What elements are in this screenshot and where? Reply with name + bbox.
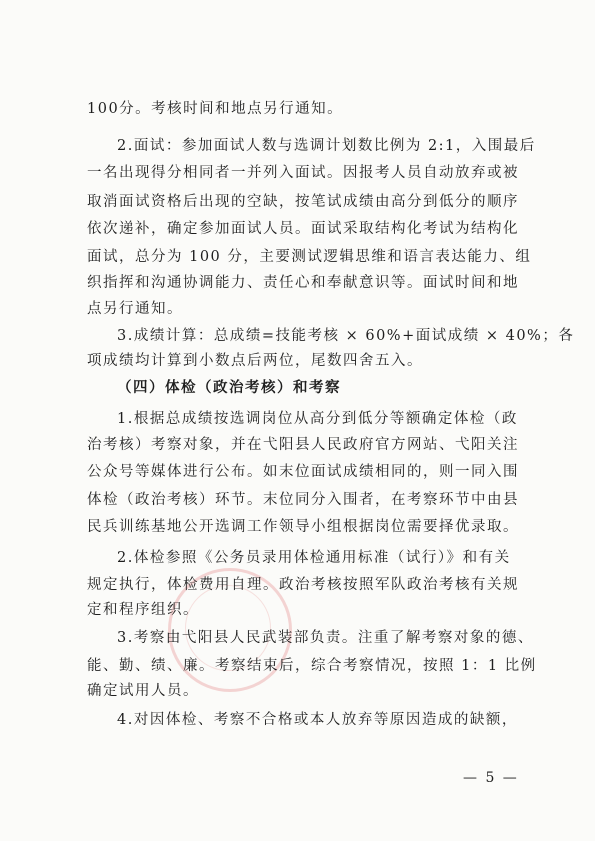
text-line: 1.根据总成绩按选调岗位从高分到低分等额确定体检（政 [117, 411, 518, 427]
text-line: 织指挥和沟通协调能力、责任心和奉献意识等。面试时间和地 [87, 275, 519, 291]
text-line: 100分。考核时间和地点另行通知。 [87, 101, 344, 117]
text-line: 定和程序组织。 [87, 602, 199, 618]
text-line: 2.面试：参加面试人数与选调计划数比例为 2:1，入围最后 [117, 138, 536, 154]
text-line: 点另行通知。 [87, 301, 183, 317]
text-line: 民兵训练基地公开选调工作领导小组根据岗位需要择优录取。 [87, 519, 519, 535]
text-line: 2.体检参照《公务员录用体检通用标准（试行）》和有关 [117, 550, 511, 566]
text-line: 确定试用人员。 [87, 683, 199, 699]
text-line: 4.对因体检、考察不合格或本人放弃等原因造成的缺额， [117, 712, 518, 728]
text-line: 面试，总分为 100 分，主要测试逻辑思维和语言表达能力、组 [87, 249, 532, 265]
text-line: 3.考察由弋阳县人民武装部负责。注重了解考察对象的德、 [117, 630, 534, 646]
text-line: 3.成绩计算：总成绩=技能考核 × 60%+面试成绩 × 40%；各 [117, 328, 575, 344]
section-heading: （四）体检（政治考核）和考察 [117, 379, 341, 396]
text-line: 依次递补，确定参加面试人员。面试采取结构化考试为结构化 [87, 221, 519, 237]
text-line: 一名出现得分相同者一并列入面试。因报考人员自动放弃或被 [87, 165, 519, 181]
text-line: 治考核）考察对象，并在弋阳县人民政府官方网站、弋阳关注 [87, 437, 519, 453]
text-line: 项成绩均计算到小数点后两位，尾数四舍五入。 [87, 353, 423, 369]
page-number: — 5 — [463, 770, 519, 786]
text-line: 规定执行，体检费用自理。政治考核按照军队政治考核有关规 [87, 577, 519, 593]
text-line: 取消面试资格后出现的空缺，按笔试成绩由高分到低分的顺序 [87, 194, 519, 210]
text-line: 公众号等媒体进行公布。如末位面试成绩相同的，则一同入围 [87, 464, 519, 480]
text-line: 能、勤、绩、廉。考察结束后，综合考察情况，按照 1：1 比例 [87, 658, 537, 674]
text-line: 体检（政治考核）环节。末位同分入围者，在考察环节中由县 [87, 492, 519, 508]
